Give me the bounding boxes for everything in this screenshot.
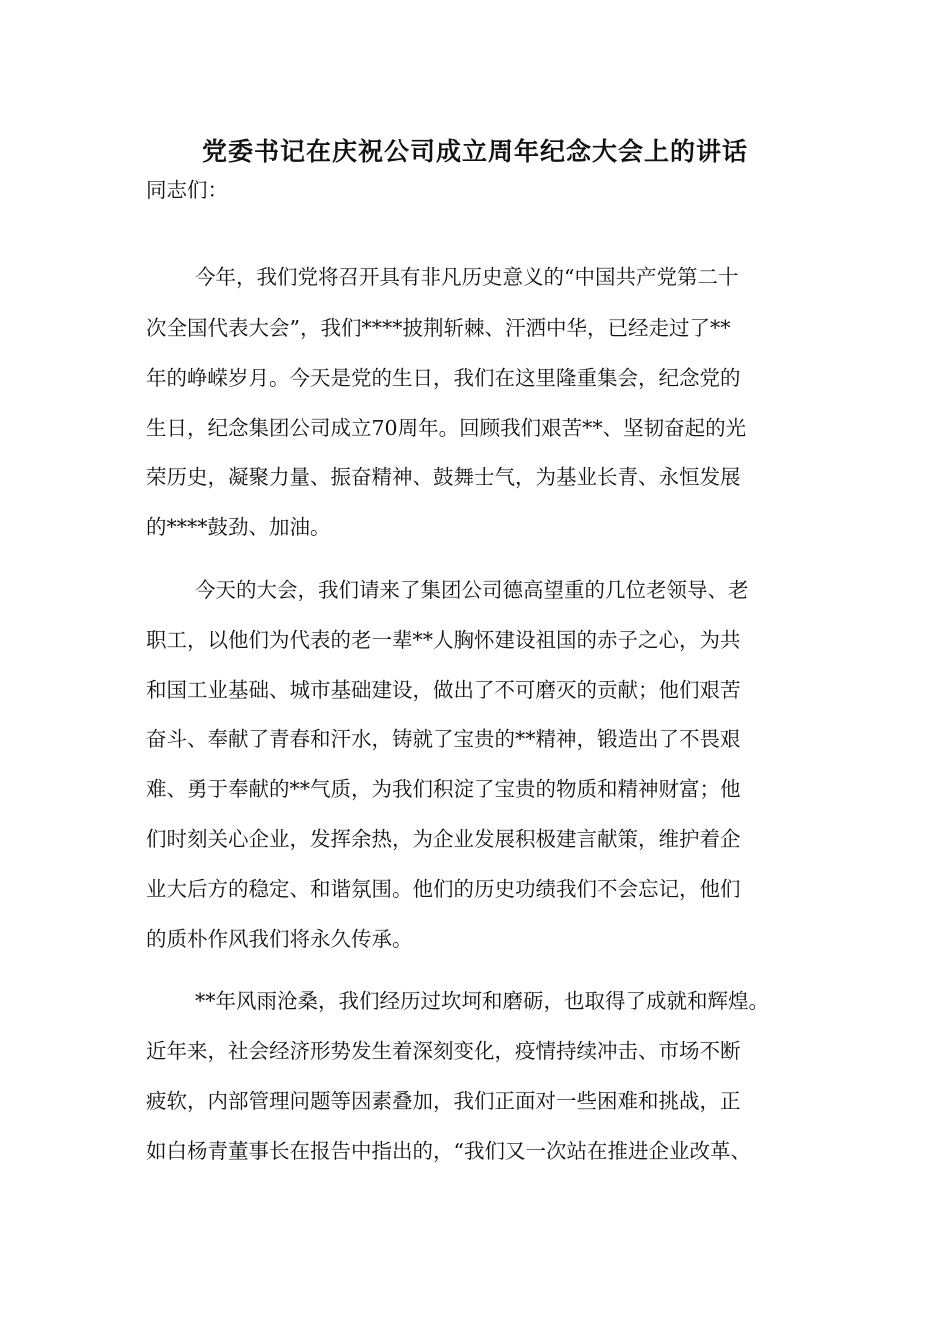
paragraph-3-line-2: 近年来，社会经济形势发生着深刻变化，疫情持续冲击、市场不断 bbox=[146, 1039, 741, 1063]
paragraph-2-line-7: 业大后方的稳定、和谐氛围。他们的历史功绩我们不会忘记，他们 bbox=[146, 877, 741, 901]
paragraph-1-line-4: 生日，纪念集团公司成立70周年。回顾我们艰苦**、坚韧奋起的光 bbox=[146, 416, 747, 440]
paragraph-2-line-1: 今天的大会，我们请来了集团公司德高望重的几位老领导、老 bbox=[195, 578, 749, 602]
greeting: 同志们： bbox=[146, 178, 228, 202]
paragraph-3-line-3: 疲软，内部管理问题等因素叠加，我们正面对一些困难和挑战，正 bbox=[146, 1089, 741, 1113]
paragraph-2-line-2: 职工，以他们为代表的老一辈**人胸怀建设祖国的赤子之心，为共 bbox=[146, 628, 741, 652]
document-title: 党委书记在庆祝公司成立周年纪念大会上的讲话 bbox=[201, 137, 748, 166]
paragraph-1-line-5: 荣历史，凝聚力量、振奋精神、鼓舞士气，为基业长青、永恒发展 bbox=[146, 465, 741, 489]
paragraph-2-line-4: 奋斗、奉献了青春和汗水，铸就了宝贵的**精神，锻造出了不畏艰 bbox=[146, 727, 741, 751]
paragraph-1-line-6: 的****鼓劲、加油。 bbox=[146, 515, 331, 539]
paragraph-2-line-5: 难、勇于奉献的**气质，为我们积淀了宝贵的物质和精神财富；他 bbox=[146, 777, 741, 801]
paragraph-2-line-3: 和国工业基础、城市基础建设，做出了不可磨灭的贡献；他们艰苦 bbox=[146, 678, 741, 702]
paragraph-1-line-3: 年的峥嵘岁月。今天是党的生日，我们在这里隆重集会，纪念党的 bbox=[146, 366, 741, 390]
paragraph-3-line-1: **年风雨沧桑，我们经历过坎坷和磨砺，也取得了成就和辉煌。 bbox=[195, 989, 769, 1013]
paragraph-1-line-2: 次全国代表大会”，我们****披荆斩棘、汗洒中华，已经走过了** bbox=[146, 316, 731, 340]
paragraph-3-line-4: 如白杨青董事长在报告中指出的，“我们又一次站在推进企业改革、 bbox=[146, 1139, 751, 1163]
paragraph-2-line-6: 们时刻关心企业，发挥余热，为企业发展积极建言献策，维护着企 bbox=[146, 827, 741, 851]
paragraph-1-line-1: 今年，我们党将召开具有非凡历史意义的“中国共产党第二十 bbox=[195, 265, 739, 289]
paragraph-2-line-8: 的质朴作风我们将永久传承。 bbox=[146, 927, 413, 951]
